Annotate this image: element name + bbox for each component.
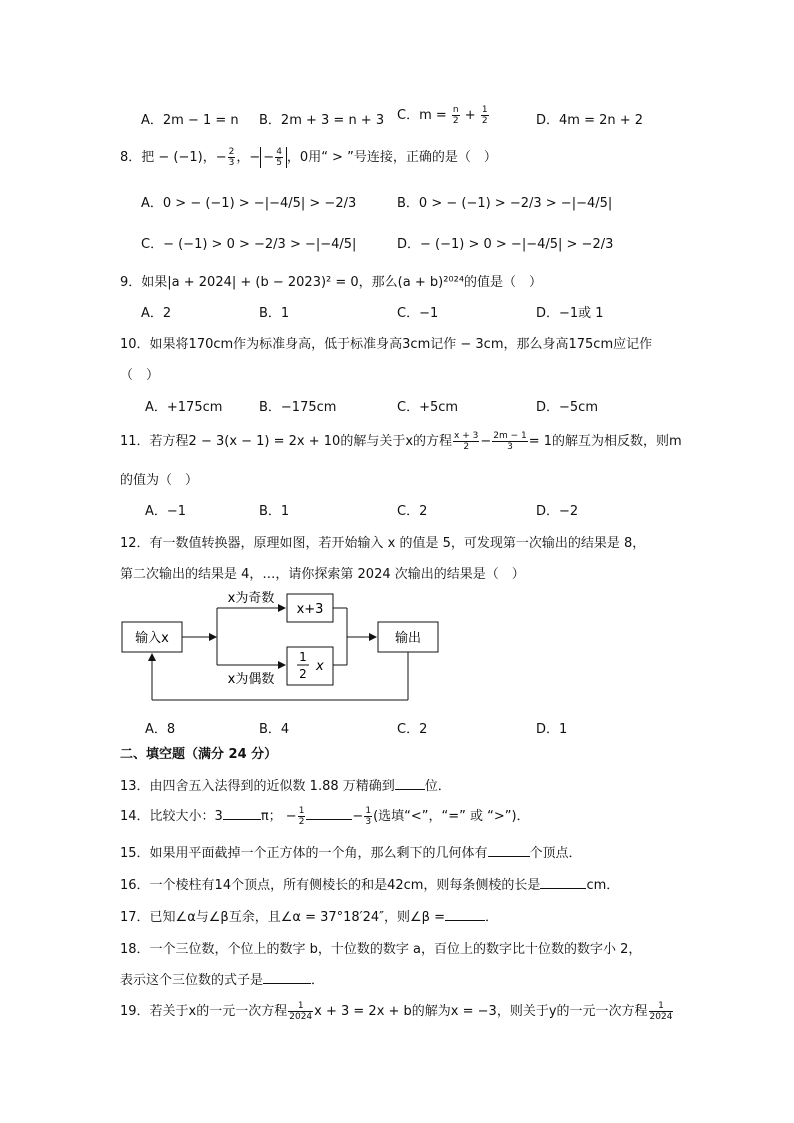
q11-frac1: $\frac{x + 3}{2}$ xyxy=(454,431,479,452)
even-frac-den: 2 xyxy=(299,667,307,681)
even-var: x xyxy=(316,659,324,674)
q12-option-c: C．2 xyxy=(397,722,428,737)
q14 xyxy=(120,805,530,827)
q8-stem-b: ，− xyxy=(236,150,261,165)
q14-blank-2[interactable] xyxy=(306,807,352,820)
q18-line1: 18．一个三位数，个位上的数字 b，十位数的数字 a，百位上的数字比十位数的数字小 2， xyxy=(120,942,642,957)
q11-stem-a: 11．若方程2 − 3(x − 1) = 2x + 10的解与关于x的方程 xyxy=(120,434,453,449)
q16 xyxy=(120,874,619,893)
converter-diagram xyxy=(110,585,450,710)
q15-blank[interactable] xyxy=(488,844,530,857)
q14-text-c: − xyxy=(352,809,364,824)
q9-option-a: A．2 xyxy=(141,306,172,321)
q11-minus: − xyxy=(480,434,492,449)
q16-text-b: cm． xyxy=(586,878,620,893)
section-title-fill-in: 二、填空题（满分 24 分） xyxy=(120,747,278,762)
even-label: x为偶数 xyxy=(227,672,275,687)
q8-stem xyxy=(120,146,497,168)
q10-option-b: B．−175cm xyxy=(259,400,337,415)
q7-c-frac2: $\frac{1}{2}$ xyxy=(481,105,488,126)
q10-option-d: D．−5cm xyxy=(536,400,598,415)
q13-text-a: 13．由四舍五入法得到的近似数 1.88 万精确到 xyxy=(120,779,395,794)
q16-text-a: 16．一个棱柱有14个顶点，所有侧棱长的和是42cm，则每条侧棱的长是 xyxy=(120,878,541,893)
q19-frac1: $\frac{1}{2024}$ xyxy=(289,1001,313,1022)
q14-frac2: $\frac{1}{3}$ xyxy=(365,806,372,827)
q8-abs: − $\frac{4}{5}$ xyxy=(260,147,287,168)
q18-text-a: 表示这个三位数的式子是 xyxy=(120,973,264,988)
q8-stem-c: ，0用“ > ”号连接，正确的是（ ） xyxy=(286,150,497,165)
q13-text-b: 位． xyxy=(424,779,451,794)
q11-stem-line1 xyxy=(120,430,682,452)
q12-option-b: B．4 xyxy=(259,722,290,737)
q9-option-c: C．−1 xyxy=(397,306,439,321)
odd-box-label: x+3 xyxy=(296,602,324,617)
q12-option-d: D．1 xyxy=(536,722,568,737)
q13 xyxy=(120,775,451,794)
q19-frac2: $\frac{1}{2024}$ xyxy=(649,1001,673,1022)
q15-text-a: 15．如果用平面截掉一个正方体的一个角，那么剩下的几何体有 xyxy=(120,846,488,861)
q8-stem-a: 8．把 − (−1)，− xyxy=(120,150,227,165)
q16-blank[interactable] xyxy=(540,876,586,889)
q7-option-c xyxy=(397,104,490,126)
q18-text-b: ． xyxy=(311,973,325,988)
q14-blank-1[interactable] xyxy=(223,807,261,820)
q8-option-c: C．− (−1) > 0 > −2/3 > −|−4/5| xyxy=(141,237,357,252)
q12-stem-line1: 12．有一数值转换器，原理如图，若开始输入 x 的值是 5，可发现第一次输出的结果是 8， xyxy=(120,536,646,551)
q11-stem-b: = 1的解互为相反数，则m xyxy=(528,434,682,449)
q12-stem-line2: 第二次输出的结果是 4，…，请你探索第 2024 次输出的结果是（ ） xyxy=(120,567,525,582)
q17-text-a: 17．已知∠α与∠β互余，且∠α = 37°18′24″，则∠β = xyxy=(120,910,446,925)
q8-option-d: D．− (−1) > 0 > −|−4/5| > −2/3 xyxy=(397,237,614,252)
q7-c-frac1: $\frac{n}{2}$ xyxy=(452,105,459,126)
q11-option-c: C．2 xyxy=(397,504,428,519)
q12-option-a: A．8 xyxy=(145,722,176,737)
q10-option-a: A．+175cm xyxy=(145,400,223,415)
input-box-label: 输入x xyxy=(135,631,169,646)
q8-option-a: A．0 > − (−1) > −|−4/5| > −2/3 xyxy=(141,196,357,211)
q7-option-b: B．2m + 3 = n + 3 xyxy=(259,113,385,128)
q17 xyxy=(120,906,498,925)
q18-line2 xyxy=(120,969,324,988)
q13-blank[interactable] xyxy=(395,777,425,790)
q11-stem-line2: 的值为（ ） xyxy=(120,473,199,488)
q9-stem: 9．如果|a + 2024| + (b − 2023)² = 0，那么(a + b)²⁰²⁴的值是（ ） xyxy=(120,275,543,290)
q10-option-c: C．+5cm xyxy=(397,400,459,415)
q19-text-a: 19．若关于x的一元一次方程 xyxy=(120,1004,288,1019)
q11-option-a: A．−1 xyxy=(145,504,187,519)
q17-blank[interactable] xyxy=(445,908,485,921)
q8-frac1: $\frac{2}{3}$ xyxy=(228,147,235,168)
q8-option-b: B．0 > − (−1) > −2/3 > −|−4/5| xyxy=(397,196,613,211)
q11-option-d: D．−2 xyxy=(536,504,579,519)
q7-c-prefix: C．m = xyxy=(397,108,447,123)
even-box xyxy=(287,647,333,685)
even-frac-num: 1 xyxy=(299,650,307,664)
odd-label: x为奇数 xyxy=(227,591,275,606)
q18-blank[interactable] xyxy=(263,971,311,984)
q14-text-d: (选填“<”，“=” 或 “>”)． xyxy=(373,809,530,824)
q10-stem-line2: （ ） xyxy=(120,368,160,383)
q9-option-d: D．−1或 1 xyxy=(536,306,604,321)
q10-stem-line1: 10．如果将170cm作为标准身高，低于标准身高3cm记作 − 3cm，那么身高175cm应记作 xyxy=(120,337,653,352)
q14-text-b: π； − xyxy=(260,809,297,824)
q11-frac2: $\frac{2m - 1}{3}$ xyxy=(493,431,527,452)
output-box-label: 输出 xyxy=(394,631,422,646)
q17-text-b: ． xyxy=(485,910,499,925)
q7-option-d: D．4m = 2n + 2 xyxy=(536,113,644,128)
q19 xyxy=(120,1000,674,1022)
q15 xyxy=(120,842,582,861)
q9-option-b: B．1 xyxy=(259,306,290,321)
q7-option-a: A．2m − 1 = n xyxy=(141,113,239,128)
q14-frac1: $\frac{1}{2}$ xyxy=(298,806,305,827)
q11-option-b: B．1 xyxy=(259,504,290,519)
q14-text-a: 14．比较大小：3 xyxy=(120,809,223,824)
q19-text-b: x + 3 = 2x + b的解为x = −3，则关于y的一元一次方程 xyxy=(314,1004,648,1019)
q7-c-plus: + xyxy=(464,108,476,123)
q15-text-b: 个顶点． xyxy=(529,846,582,861)
